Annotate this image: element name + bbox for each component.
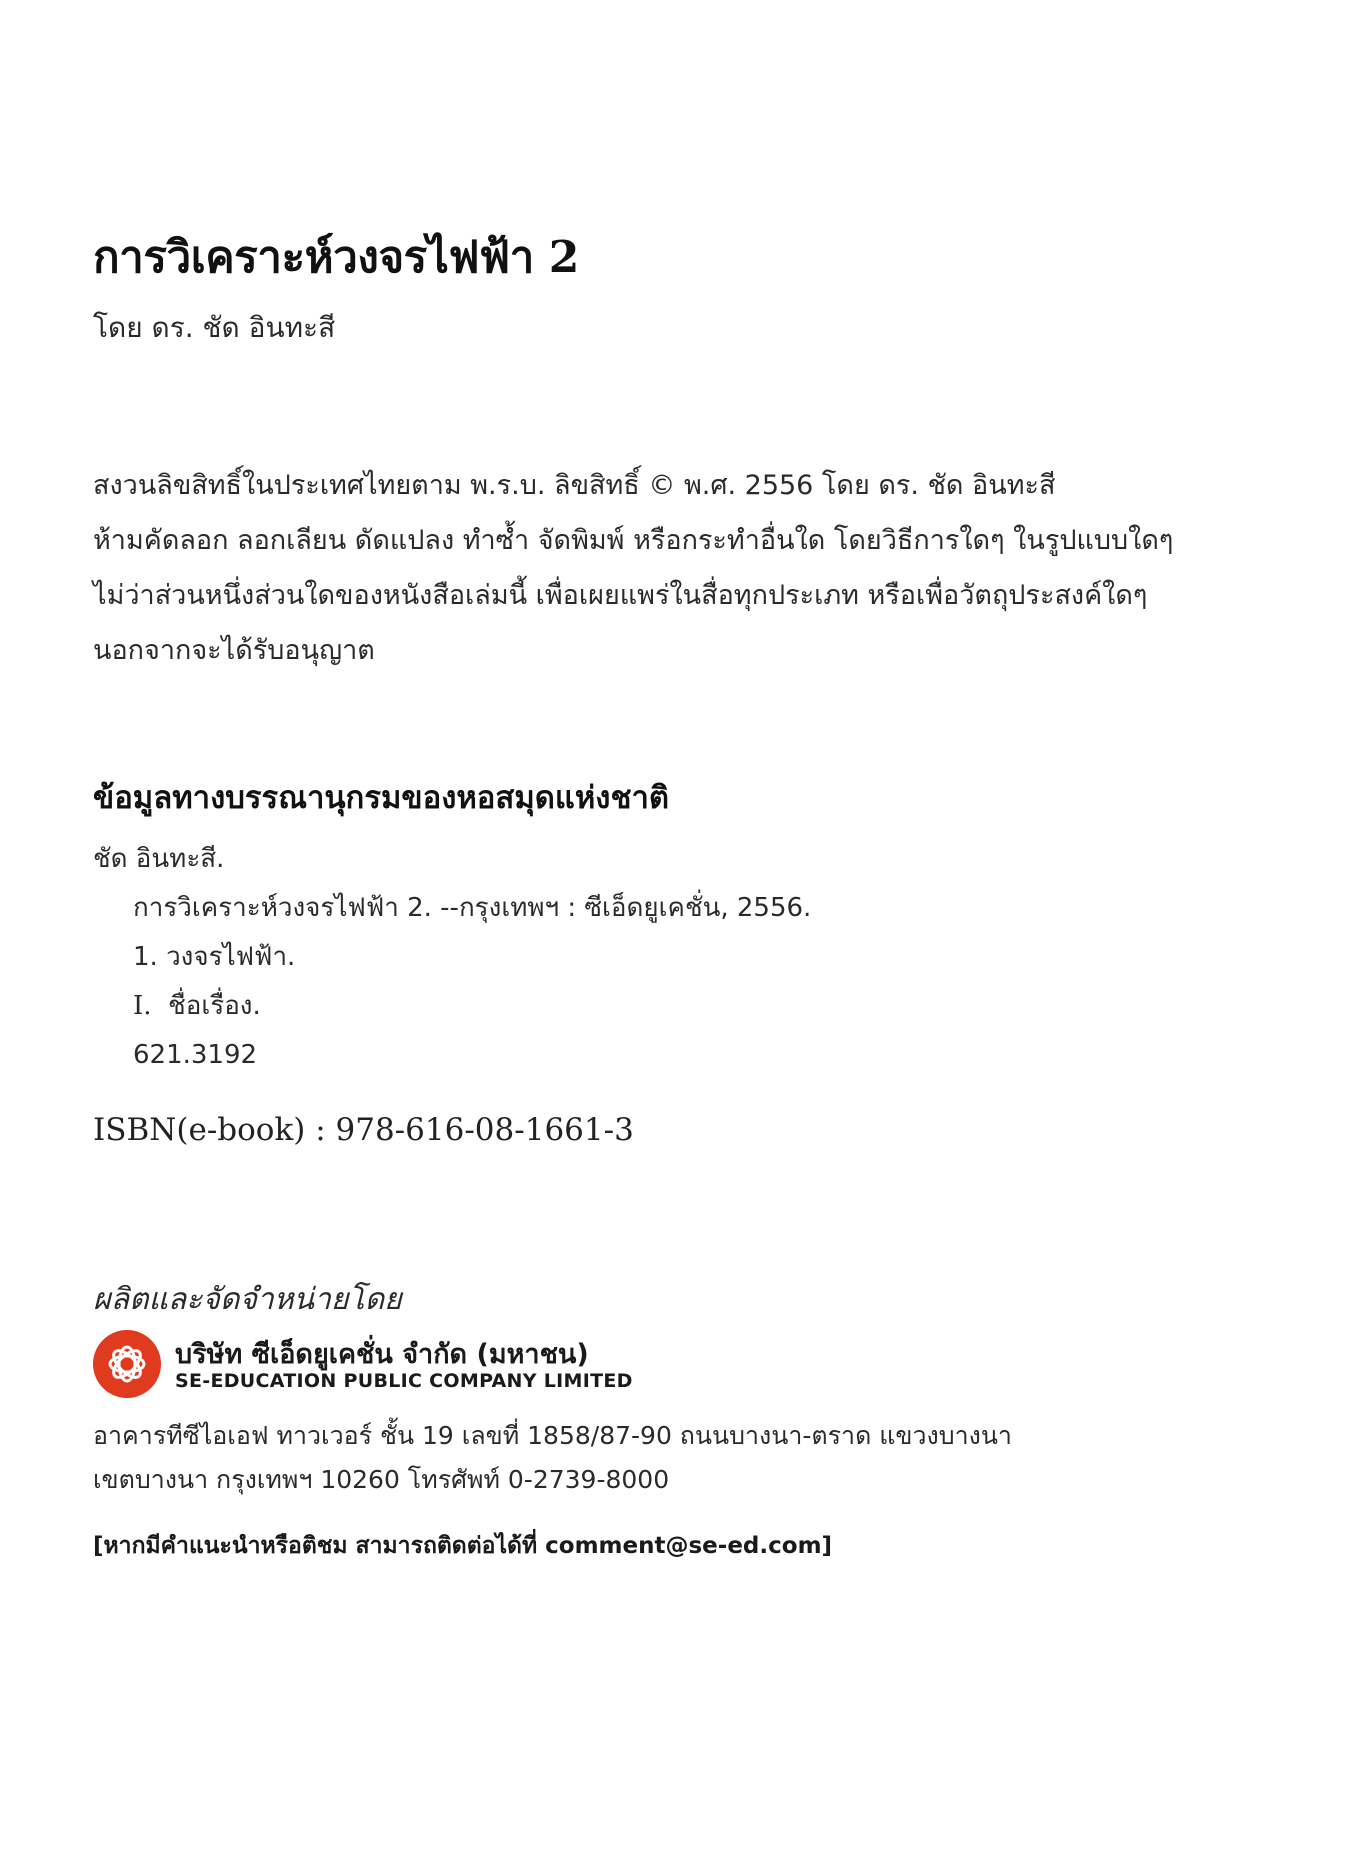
publisher-block xyxy=(93,1330,793,1400)
se-ed-logo xyxy=(93,1330,161,1398)
copyright-line: นอกจากจะได้รับอนุญาต xyxy=(93,635,375,666)
book-title: การวิเคราะห์วงจรไฟฟ้า 2 xyxy=(93,232,579,283)
book-author: โดย ดร. ชัด อินทะสี xyxy=(93,311,336,344)
isbn: ISBN(e-book) : 978-616-08-1661-3 xyxy=(93,1112,634,1148)
cip-title-entry: การวิเคราะห์วงจรไฟฟ้า 2. --กรุงเทพฯ : ซีเอ็ดยูเคชั่น, 2556. xyxy=(133,893,812,923)
copyright-line: ห้ามคัดลอก ลอกเลียน ดัดแปลง ทำซ้ำ จัดพิมพ์ หรือกระทำอื่นใด โดยวิธีการใดๆ ในรูปแบบใดๆ xyxy=(93,525,1174,556)
cip-author: ชัด อินทะสี. xyxy=(93,844,225,874)
copyright-notice xyxy=(93,458,1273,678)
address-line: อาคารทีซีไอเอฟ ทาวเวอร์ ชั้น 19 เลขที่ 1858/87-90 ถนนบางนา-ตราด แขวงบางนา xyxy=(93,1421,1012,1450)
cip-subject: 1. วงจรไฟฟ้า. xyxy=(133,942,296,972)
se-ed-logo-icon xyxy=(93,1330,161,1398)
company-name-english: SE-EDUCATION PUBLIC COMPANY LIMITED xyxy=(175,1370,633,1392)
company-name-thai: บริษัท ซีเอ็ดยูเคชั่น จำกัด (มหาชน) xyxy=(175,1339,589,1370)
cip-class-number: 621.3192 xyxy=(133,1040,258,1070)
contact-note: [หากมีคำแนะนำหรือติชม สามารถติดต่อได้ที่ comment@se-ed.com] xyxy=(93,1533,833,1559)
address-line: เขตบางนา กรุงเทพฯ 10260 โทรศัพท์ 0-2739-8000 xyxy=(93,1465,670,1494)
copyright-line: สงวนลิขสิทธิ์ในประเทศไทยตาม พ.ร.บ. ลิขสิทธิ์ © พ.ศ. 2556 โดย ดร. ชัด อินทะสี xyxy=(93,470,1056,501)
cip-title-added-text: ชื่อเรื่อง. xyxy=(168,991,261,1021)
producer-label: ผลิตและจัดจำหน่ายโดย xyxy=(93,1282,402,1317)
publisher-address xyxy=(93,1414,1273,1502)
copyright-line: ไม่ว่าส่วนหนึ่งส่วนใดของหนังสือเล่มนี้ เพื่อเผยแพร่ในสื่อทุกประเภท หรือเพื่อวัตถุประสงค์ใดๆ xyxy=(93,580,1148,611)
cip-title-added-number: I. xyxy=(133,991,152,1021)
cip-block xyxy=(93,835,1273,1080)
cip-heading: ข้อมูลทางบรรณานุกรมของหอสมุดแห่งชาติ xyxy=(93,780,670,816)
cip-title-added xyxy=(93,982,1273,1031)
